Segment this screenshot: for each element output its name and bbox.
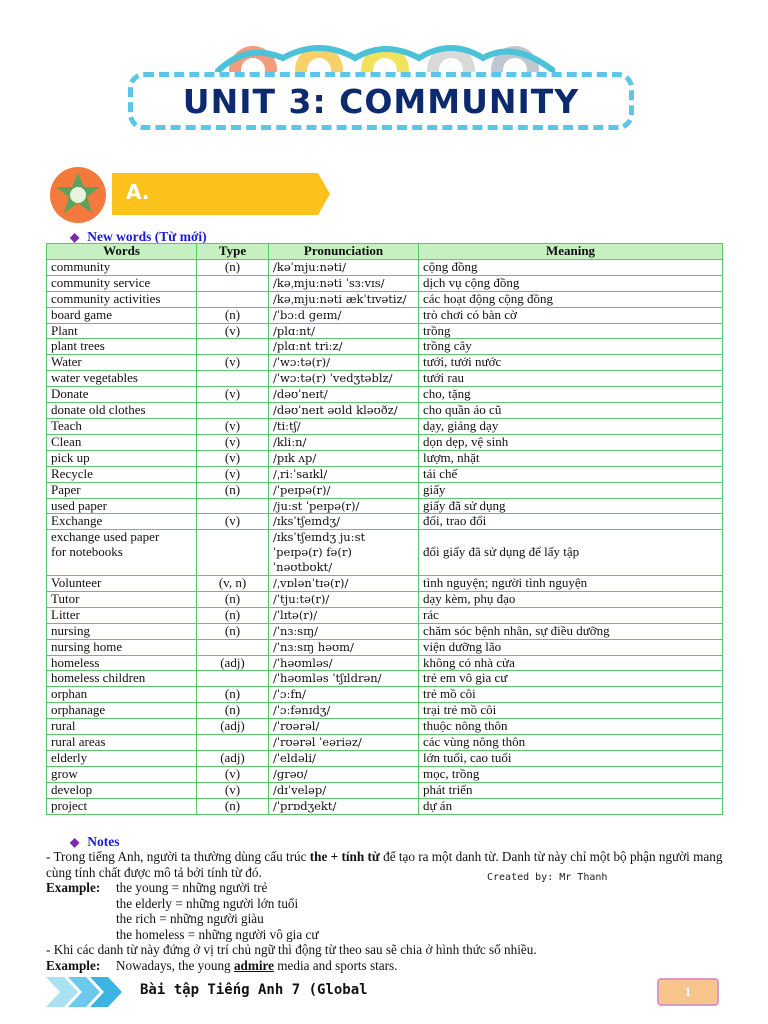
cell-pronunciation: /pɪk ʌp/ bbox=[269, 450, 419, 466]
chevron-right-icon bbox=[46, 977, 146, 1007]
cell-meaning: dự án bbox=[419, 798, 723, 814]
cell-meaning: tình nguyện; người tình nguyện bbox=[419, 576, 723, 592]
table-row bbox=[47, 751, 723, 767]
cell-word: Clean bbox=[47, 434, 197, 450]
example-item: the young = những người trẻ bbox=[116, 880, 268, 895]
cell-pronunciation: /ˈɔːfənɪdʒ/ bbox=[269, 703, 419, 719]
cell-pronunciation: /plɑːnt triːz/ bbox=[269, 339, 419, 355]
cell-meaning: trồng bbox=[419, 323, 723, 339]
table-row bbox=[47, 655, 723, 671]
new-words-heading-text: New words (Từ mới) bbox=[87, 229, 207, 244]
cell-pronunciation: /ˈlɪtə(r)/ bbox=[269, 607, 419, 623]
cell-type: (v) bbox=[197, 387, 269, 403]
cell-word: Exchange bbox=[47, 514, 197, 530]
table-row bbox=[47, 434, 723, 450]
cell-word: rural bbox=[47, 719, 197, 735]
cell-meaning: viện dưỡng lão bbox=[419, 639, 723, 655]
cell-type: (v) bbox=[197, 782, 269, 798]
cell-word: orphan bbox=[47, 687, 197, 703]
table-row bbox=[47, 466, 723, 482]
table-row bbox=[47, 735, 723, 751]
table-row bbox=[47, 482, 723, 498]
cell-type: (v) bbox=[197, 418, 269, 434]
notes-heading-text: Notes bbox=[87, 834, 120, 849]
cell-meaning: trò chơi có bàn cờ bbox=[419, 307, 723, 323]
notes-paragraph-2: - Khi các danh từ này đứng ở vị trí chủ ngữ thì động từ theo sau sẽ chia ở hình thức số nhiều. bbox=[46, 942, 537, 957]
table-row bbox=[47, 291, 723, 307]
page-title: UNIT 3: COMMUNITY bbox=[182, 81, 580, 121]
cell-type: (adj) bbox=[197, 719, 269, 735]
cell-meaning: giấy bbox=[419, 482, 723, 498]
cell-meaning: tái chế bbox=[419, 466, 723, 482]
cell-word: orphanage bbox=[47, 703, 197, 719]
cell-pronunciation: /ˈtjuːtə(r)/ bbox=[269, 591, 419, 607]
cell-pronunciation: /ɡrəʊ/ bbox=[269, 766, 419, 782]
cell-meaning: phát triển bbox=[419, 782, 723, 798]
cell-pronunciation: /kəˈmjuːnəti/ bbox=[269, 259, 419, 275]
title-box bbox=[128, 72, 634, 130]
table-row bbox=[47, 355, 723, 371]
cell-type: (adj) bbox=[197, 751, 269, 767]
cell-pronunciation: /ˌvɒlənˈtɪə(r)/ bbox=[269, 576, 419, 592]
cell-word: grow bbox=[47, 766, 197, 782]
cell-pronunciation: /ˈbɔːd ɡeɪm/ bbox=[269, 307, 419, 323]
cell-meaning: trại trẻ mồ côi bbox=[419, 703, 723, 719]
cell-meaning: trẻ em vô gia cư bbox=[419, 671, 723, 687]
cell-meaning: cho quần áo cũ bbox=[419, 403, 723, 419]
table-row bbox=[47, 623, 723, 639]
table-row bbox=[47, 275, 723, 291]
bullet-icon: ◆ bbox=[70, 835, 80, 849]
cell-pronunciation: /ˈnɜːsɪŋ həʊm/ bbox=[269, 639, 419, 655]
cell-word: board game bbox=[47, 307, 197, 323]
cell-meaning: các vùng nông thôn bbox=[419, 735, 723, 751]
cell-word: homeless children bbox=[47, 671, 197, 687]
cell-word: community bbox=[47, 259, 197, 275]
table-row bbox=[47, 371, 723, 387]
section-letter: A. bbox=[126, 180, 150, 204]
table-row bbox=[47, 450, 723, 466]
cell-word: rural areas bbox=[47, 735, 197, 751]
cell-meaning: tưới rau bbox=[419, 371, 723, 387]
cell-word: community service bbox=[47, 275, 197, 291]
cell-meaning: mọc, trồng bbox=[419, 766, 723, 782]
cell-type: (n) bbox=[197, 703, 269, 719]
cell-meaning: trồng cây bbox=[419, 339, 723, 355]
cell-word: develop bbox=[47, 782, 197, 798]
cell-pronunciation: /juːst ˈpeɪpə(r)/ bbox=[269, 498, 419, 514]
cell-type: (n) bbox=[197, 623, 269, 639]
table-row bbox=[47, 766, 723, 782]
cell-word: water vegetables bbox=[47, 371, 197, 387]
cell-word: exchange used paper for notebooks bbox=[47, 530, 197, 576]
cell-type bbox=[197, 275, 269, 291]
cell-word: community activities bbox=[47, 291, 197, 307]
cell-word: nursing bbox=[47, 623, 197, 639]
cell-word: Water bbox=[47, 355, 197, 371]
cell-meaning: chăm sóc bệnh nhân, sự điều dưỡng bbox=[419, 623, 723, 639]
example-item: the elderly = những người lớn tuổi bbox=[116, 895, 299, 911]
cell-word: Recycle bbox=[47, 466, 197, 482]
cell-meaning: dọn dẹp, vệ sinh bbox=[419, 434, 723, 450]
cell-type: (v) bbox=[197, 466, 269, 482]
example-line bbox=[46, 880, 736, 896]
cell-meaning: dạy, giảng dạy bbox=[419, 418, 723, 434]
table-row bbox=[47, 339, 723, 355]
cell-pronunciation: /ˈhəʊmləs ˈtʃɪldrən/ bbox=[269, 671, 419, 687]
cell-pronunciation: /ˈɔːfn/ bbox=[269, 687, 419, 703]
cell-word: elderly bbox=[47, 751, 197, 767]
cell-pronunciation: /kliːn/ bbox=[269, 434, 419, 450]
cell-word: Teach bbox=[47, 418, 197, 434]
table-row bbox=[47, 639, 723, 655]
table-row bbox=[47, 530, 723, 576]
cell-type: (adj) bbox=[197, 655, 269, 671]
cell-type bbox=[197, 671, 269, 687]
cell-meaning: đổi, trao đổi bbox=[419, 514, 723, 530]
cell-pronunciation: /ˈeldəli/ bbox=[269, 751, 419, 767]
cell-pronunciation: /plɑːnt/ bbox=[269, 323, 419, 339]
cell-pronunciation: /ˈhəʊmləs/ bbox=[269, 655, 419, 671]
notes-body bbox=[46, 849, 736, 973]
table-row bbox=[47, 498, 723, 514]
cell-type: (n) bbox=[197, 798, 269, 814]
cell-pronunciation: /ˌriːˈsaɪkl/ bbox=[269, 466, 419, 482]
table-row bbox=[47, 671, 723, 687]
bullet-icon: ◆ bbox=[70, 230, 80, 244]
cell-meaning: lượm, nhặt bbox=[419, 450, 723, 466]
cell-word: Litter bbox=[47, 607, 197, 623]
table-row bbox=[47, 576, 723, 592]
cell-word: nursing home bbox=[47, 639, 197, 655]
cell-type: (n) bbox=[197, 259, 269, 275]
table-row bbox=[47, 687, 723, 703]
column-header-type: Type bbox=[197, 244, 269, 260]
column-header-meaning: Meaning bbox=[419, 244, 723, 260]
cell-pronunciation: /dɪˈveləp/ bbox=[269, 782, 419, 798]
cell-word: donate old clothes bbox=[47, 403, 197, 419]
cell-pronunciation: /ɪksˈtʃeɪndʒ juːst ˈpeɪpə(r) fə(r) ˈnəʊtbʊkt/ bbox=[269, 530, 419, 576]
cell-type: (v, n) bbox=[197, 576, 269, 592]
table-row bbox=[47, 798, 723, 814]
cell-pronunciation: /tiːtʃ/ bbox=[269, 418, 419, 434]
example-label: Example: bbox=[46, 880, 101, 895]
cell-word: plant trees bbox=[47, 339, 197, 355]
table-row bbox=[47, 259, 723, 275]
notes-paragraph-1: - Trong tiếng Anh, người ta thường dùng cấu trúc the + tính từ để tạo ra một danh từ. Danh từ này chỉ một bộ phận người mang cùng tính chất được mô tả bởi tính từ đó. bbox=[46, 849, 723, 880]
cell-meaning: đổi giấy đã sử dụng để lấy tập bbox=[419, 530, 723, 576]
cell-meaning: lớn tuổi, cao tuổi bbox=[419, 751, 723, 767]
cell-pronunciation: /ˈrʊərəl ˈeəriəz/ bbox=[269, 735, 419, 751]
cell-type bbox=[197, 530, 269, 576]
cell-type: (n) bbox=[197, 687, 269, 703]
table-row bbox=[47, 607, 723, 623]
cell-pronunciation: /ˈrʊərəl/ bbox=[269, 719, 419, 735]
cell-word: project bbox=[47, 798, 197, 814]
cell-type bbox=[197, 339, 269, 355]
cell-word: Plant bbox=[47, 323, 197, 339]
cell-pronunciation: /kəˌmjuːnəti ækˈtɪvətiz/ bbox=[269, 291, 419, 307]
cell-type bbox=[197, 291, 269, 307]
cell-word: Tutor bbox=[47, 591, 197, 607]
cell-pronunciation: /ˈpeɪpə(r)/ bbox=[269, 482, 419, 498]
cell-pronunciation: /ˈwɔːtə(r)/ bbox=[269, 355, 419, 371]
cell-type bbox=[197, 735, 269, 751]
cell-pronunciation: /ɪksˈtʃeɪndʒ/ bbox=[269, 514, 419, 530]
cell-word: Volunteer bbox=[47, 576, 197, 592]
cell-meaning: rác bbox=[419, 607, 723, 623]
cell-type: (v) bbox=[197, 355, 269, 371]
section-flower-icon bbox=[46, 165, 110, 225]
cell-word: used paper bbox=[47, 498, 197, 514]
example-item: the homeless = những người vô gia cư bbox=[116, 926, 319, 942]
cell-meaning: dịch vụ cộng đồng bbox=[419, 275, 723, 291]
cell-pronunciation: /kəˌmjuːnəti ˈsɜːvɪs/ bbox=[269, 275, 419, 291]
cell-pronunciation: /dəʊˈneɪt/ bbox=[269, 387, 419, 403]
table-row bbox=[47, 782, 723, 798]
cell-meaning: không có nhà cửa bbox=[419, 655, 723, 671]
vocabulary-table bbox=[46, 243, 723, 815]
cell-type: (v) bbox=[197, 434, 269, 450]
cell-type: (n) bbox=[197, 591, 269, 607]
table-header-row bbox=[47, 244, 723, 260]
cell-pronunciation: /ˈprɒdʒekt/ bbox=[269, 798, 419, 814]
table-row bbox=[47, 703, 723, 719]
table-row bbox=[47, 307, 723, 323]
cell-word: Paper bbox=[47, 482, 197, 498]
cell-meaning: trẻ mồ côi bbox=[419, 687, 723, 703]
cell-type: (v) bbox=[197, 514, 269, 530]
table-row bbox=[47, 387, 723, 403]
cell-pronunciation: /dəʊˈneɪt əʊld kləʊðz/ bbox=[269, 403, 419, 419]
table-row bbox=[47, 514, 723, 530]
cell-pronunciation: /ˈwɔːtə(r) ˈvedʒtəblz/ bbox=[269, 371, 419, 387]
cell-type: (v) bbox=[197, 323, 269, 339]
cell-meaning: tưới, tưới nước bbox=[419, 355, 723, 371]
cell-meaning: cho, tặng bbox=[419, 387, 723, 403]
cell-type: (n) bbox=[197, 307, 269, 323]
cell-word: Donate bbox=[47, 387, 197, 403]
example-line-2: Example: Nowadays, the young admire media and sports stars. bbox=[46, 957, 398, 973]
footer-title: Bài tập Tiếng Anh 7 (Global bbox=[140, 982, 368, 998]
creator-credit: Created by: Mr Thanh bbox=[487, 872, 608, 883]
cell-type: (n) bbox=[197, 482, 269, 498]
column-header-pronunciation: Pronunciation bbox=[269, 244, 419, 260]
cell-type bbox=[197, 639, 269, 655]
cell-type: (v) bbox=[197, 450, 269, 466]
cell-word: pick up bbox=[47, 450, 197, 466]
example-item: the rich = những người giàu bbox=[116, 911, 264, 926]
cell-type bbox=[197, 371, 269, 387]
table-row bbox=[47, 719, 723, 735]
cell-type: (v) bbox=[197, 766, 269, 782]
cell-meaning: thuộc nông thôn bbox=[419, 719, 723, 735]
table-row bbox=[47, 418, 723, 434]
cell-meaning: các hoạt động cộng đồng bbox=[419, 291, 723, 307]
cell-meaning: giấy đã sử dụng bbox=[419, 498, 723, 514]
cell-type: (n) bbox=[197, 607, 269, 623]
cell-word: homeless bbox=[47, 655, 197, 671]
notes-heading bbox=[70, 834, 119, 850]
cell-meaning: cộng đồng bbox=[419, 259, 723, 275]
cell-type bbox=[197, 498, 269, 514]
cell-meaning: dạy kèm, phụ đạo bbox=[419, 591, 723, 607]
cell-pronunciation: /ˈnɜːsɪŋ/ bbox=[269, 623, 419, 639]
column-header-words: Words bbox=[47, 244, 197, 260]
example-label: Example: bbox=[46, 957, 101, 973]
page-number: 1 bbox=[657, 978, 719, 1006]
cell-type bbox=[197, 403, 269, 419]
table-row bbox=[47, 323, 723, 339]
table-row bbox=[47, 591, 723, 607]
table-row bbox=[47, 403, 723, 419]
